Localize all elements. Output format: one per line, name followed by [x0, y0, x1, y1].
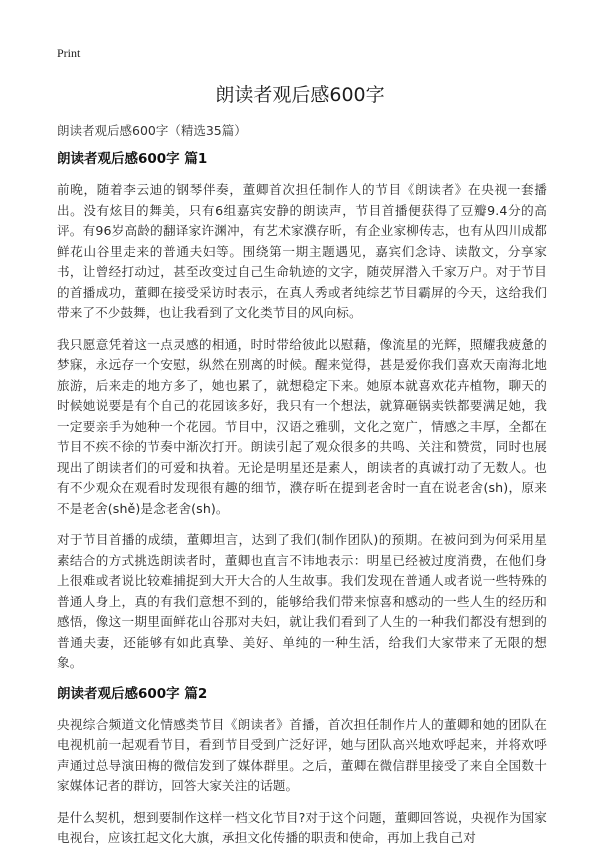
document-subtitle: 朗读者观后感600字（精选35篇） [57, 123, 247, 138]
paragraph: 是什么契机，想到要制作这样一档文化节目?对于这个问题，董卿回答说，央视作为国家电视台，应该扛起文化大旗，承担文化传播的职责和使命，再加上我自己对 [57, 809, 547, 845]
section-heading: 朗读者观后感600字 篇1 [57, 151, 208, 167]
article-body [57, 150, 547, 860]
paragraph: 央视综合频道文化情感类节目《朗读者》首播，首次担任制作片人的董卿和她的团队在电视机前一起观看节目，看到节目受到广泛好评，她与团队高兴地欢呼起来，并将欢呼声通过总导演田梅的微信发到了媒体群里。之后，董卿在微信群里接受了来自全国数十家媒体记者的群访，回答大家关注的话题。 [57, 716, 547, 793]
page-title: 朗读者观后感600字 [215, 84, 385, 106]
print-link[interactable]: Print [57, 46, 81, 60]
section-heading: 朗读者观后感600字 篇2 [57, 685, 208, 702]
paragraph: 对于节目首播的成绩，董卿坦言，达到了我们(制作团队)的预期。在被问到为何采用星素结合的方式挑选朗读者时，董卿也直言不讳地表示：明星已经被过度消费，在他们身上很难或者说比较难捕捉到大开大合的人生故事。我们发现在普通人或者说一些特殊的普通人身上，真的有我们意想不到的，能够给我们带来惊喜和感动的一些人生的经历和感悟，像这一期里面鲜花山谷那对夫妇，就让我们看到了人生的一种我们都没有想到的普通夫妻，还能够有如此真挚、美好、单纯的一种生活，给我们大家带来了无限的想象。 [57, 532, 547, 670]
article-section-1 [57, 150, 547, 674]
article-section-2 [57, 685, 547, 849]
paragraph: 前晚，随着李云迪的钢琴伴奏，董卿首次担任制作人的节目《朗读者》在央视一套播出。没有炫目的舞美，只有6组嘉宾安静的朗读声，节目首播便获得了豆瓣9.4分的高评。有96岁高龄的翻译家许渊冲，有艺术家濮存昕，有企业家柳传志，也有从四川成都鲜花山谷里走来的普通夫妇等。围绕第一期主题遇见，嘉宾们念诗、读散文，分享家书，让曾经打动过，甚至改变过自己生命轨迹的文字，随荧屏潜入千家万户。对于节目的首播成功，董卿在接受采访时表示，在真人秀或者纯综艺节目霸屏的今天，这给我们带来了不少鼓舞，也让我看到了文化类节目的风向标。 [57, 182, 547, 320]
paragraph: 我只愿意凭着这一点灵感的相通，时时带给彼此以慰藉，像流星的光辉，照耀我疲惫的梦寐，永远存一个安慰，纵然在别离的时候。醒来觉得，甚是爱你我们喜欢天南海北地旅游，后来走的地方多了，她也累了，就想稳定下来。她原本就喜欢花卉植物，聊天的时候她说要是有个自己的花园该多好，我只有一个想法，就算砸锅卖铁都要满足她，我一定要亲手为她种一个花园。节目中，汉语之雅驯，文化之宽广，情感之丰厚，全都在节目不疾不徐的节奏中渐次打开。朗读引起了观众很多的共鸣、关注和赞赏，同时也展现出了朗读者们的可爱和执着。无论是明星还是素人，朗读者的真诚打动了无数人。也有不少观众在观看时发现很有趣的细节，濮存昕在提到老舍时一直在说老舍(sh)，原来不是老舍(shě)是念老舍(sh)。 [57, 336, 547, 516]
